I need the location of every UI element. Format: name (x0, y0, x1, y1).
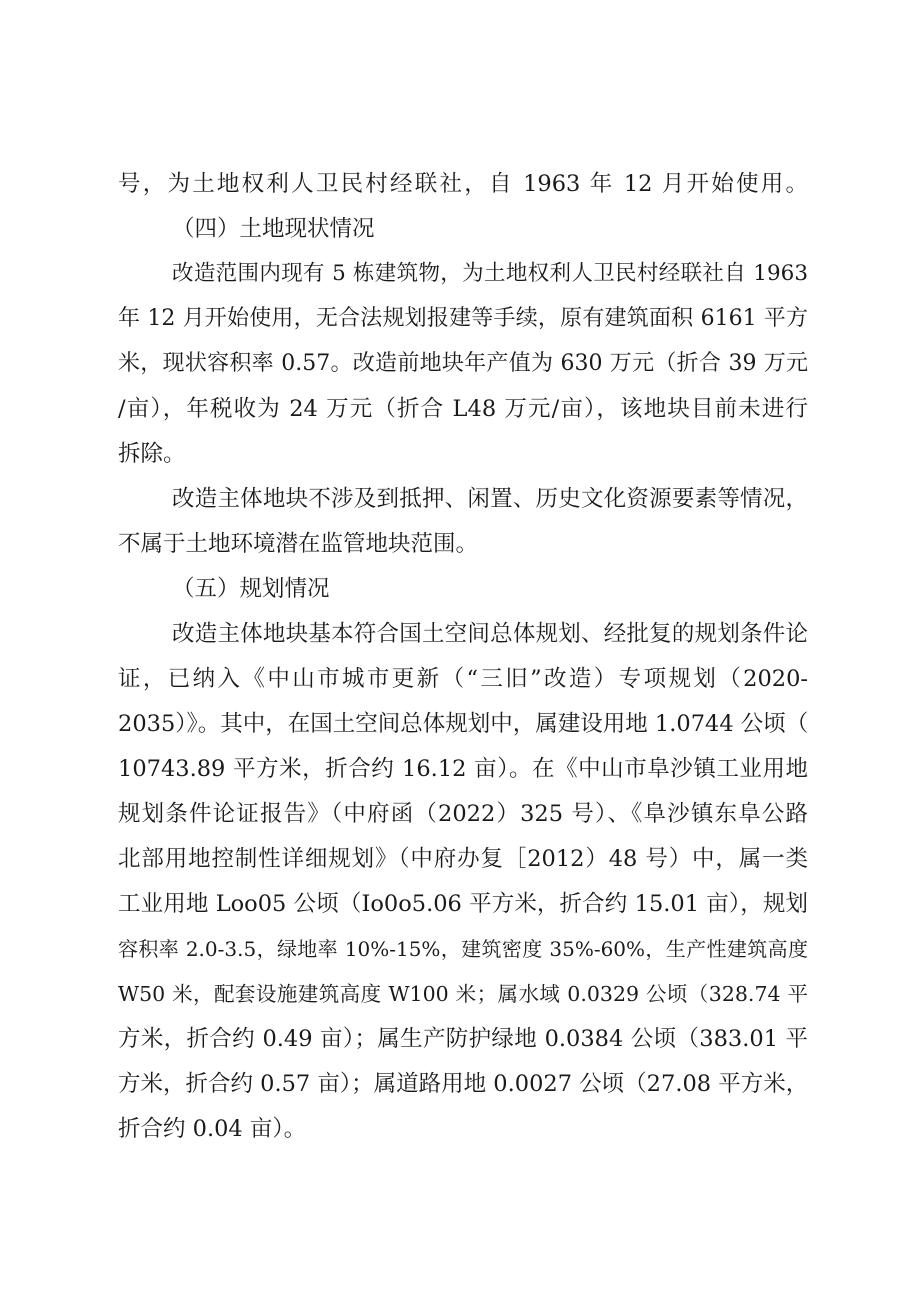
text-line: 方米，折合约 0.49 亩）；属生产防护绿地 0.0384 公顷（383.01 平 (118, 1026, 808, 1052)
text-line: 号，为土地权利人卫民村经联社，自 1963 年 12 月开始使用。 (118, 171, 808, 197)
text-line: 规划条件论证报告》（中府函（2022）325 号）、《阜沙镇东阜公路 (118, 801, 808, 827)
text-line: 拆除。 (118, 441, 186, 467)
section-heading: （四）土地现状情况 (172, 216, 375, 242)
text-line: 改造主体地块不涉及到抵押、闲置、历史文化资源要素等情况， (172, 486, 808, 512)
text-line: 年 12 月开始使用，无合法规划报建等手续，原有建筑面积 6161 平方 (118, 306, 808, 331)
text-line: 不属于土地环境潜在监管地块范围。 (118, 531, 479, 557)
text-line: 方米，折合约 0.57 亩）；属道路用地 0.0027 公顷（27.08 平方米， (118, 1071, 808, 1097)
text-line: 北部用地控制性详细规划》（中府办复［2012）48 号）中，属一类 (118, 846, 808, 872)
text-line: 工业用地 Loo05 公顷（Io0o5.06 平方米，折合约 15.01 亩），规划 (118, 891, 808, 917)
text-line: /亩），年税收为 24 万元（折合 L48 万元/亩），该地块目前未进行 (118, 396, 808, 422)
text-line: 折合约 0.04 亩）。 (118, 1116, 307, 1142)
text-line: 10743.89 平方米，折合约 16.12 亩）。在《中山市阜沙镇工业用地 (118, 756, 808, 782)
text-line: 容积率 2.0-3.5，绿地率 10%-15%，建筑密度 35%-60%，生产性建筑高度 (118, 937, 808, 961)
text-line: 米，现状容积率 0.57。改造前地块年产值为 630 万元（折合 39 万元 (118, 351, 808, 376)
text-line: 2035）》。其中，在国土空间总体规划中，属建设用地 1.0744 公顷（ (118, 711, 808, 737)
text-line: 改造主体地块基本符合国土空间总体规划、经批复的规划条件论 (172, 621, 808, 647)
text-line: W50 米，配套设施建筑高度 W100 米；属水域 0.0329 公顷（328.74 平 (118, 982, 808, 1006)
text-line: 改造范围内现有 5 栋建筑物，为土地权利人卫民村经联社自 1963 (172, 261, 808, 286)
text-line: 证，已纳入《中山市城市更新（“三旧”改造）专项规划（2020- (118, 666, 808, 692)
section-heading: （五）规划情况 (172, 576, 330, 602)
